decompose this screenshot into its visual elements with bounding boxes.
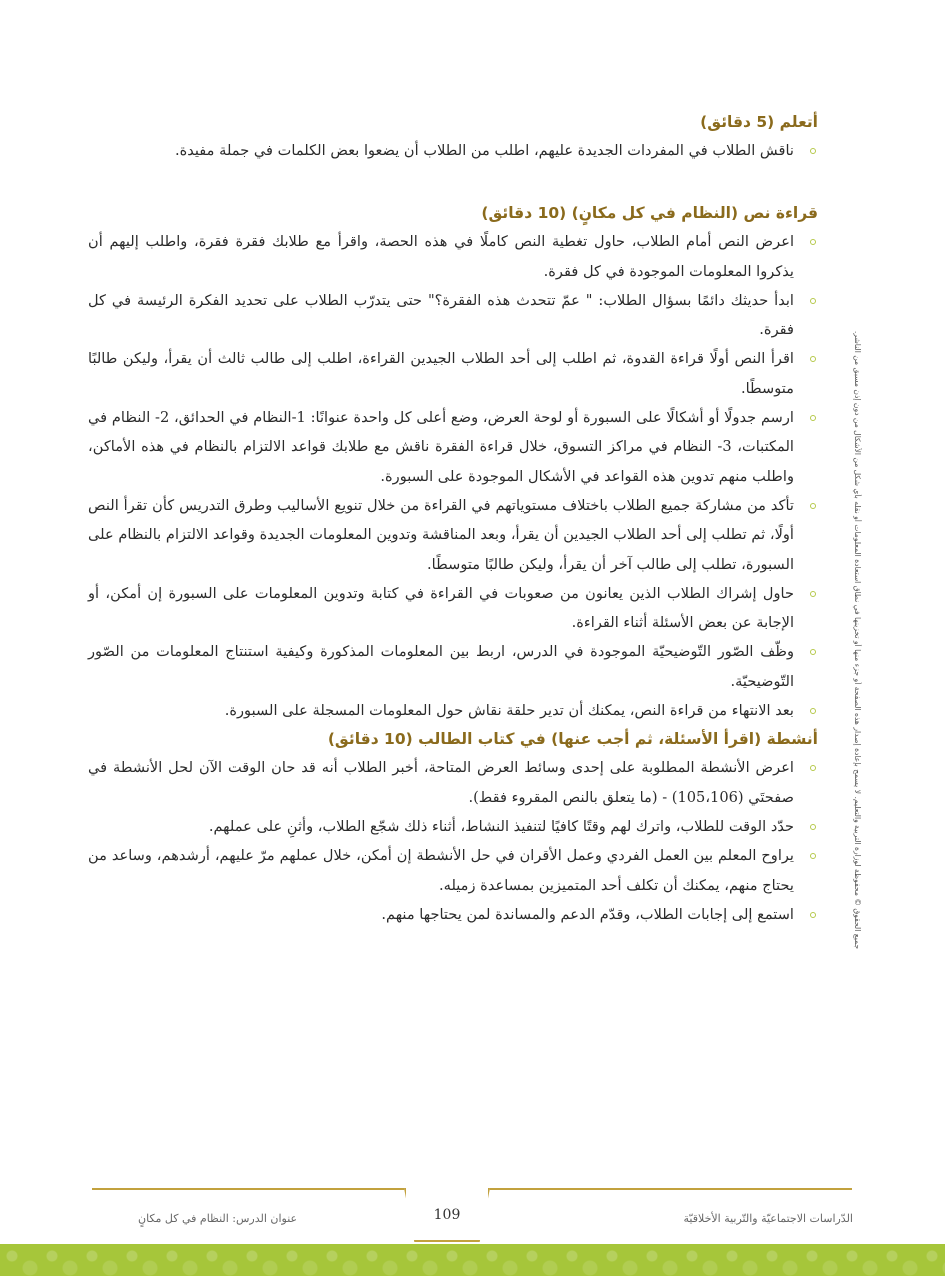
bullet-circle-icon [810, 649, 816, 655]
list-item: بعد الانتهاء من قراءة النص، يمكنك أن تدير حلقة نقاش حول المعلومات المسجلة على السبورة. [88, 696, 818, 725]
bullet-circle-icon [810, 853, 816, 859]
bullet-circle-icon [810, 415, 816, 421]
section-activities [88, 725, 818, 929]
bullet-circle-icon [810, 239, 816, 245]
list-item: اعرض النص أمام الطلاب، حاول تغطية النص كاملًا في هذه الحصة، واقرأ مع طلابك فقرة فقرة، واطلب إليهم أن يذكروا المعلومات الموجودة في كل فقرة. [88, 227, 818, 286]
list-item: اقرأ النص أولًا قراءة القدوة، ثم اطلب إلى أحد الطلاب الجيدين القراءة، اطلب إلى طالب ثالث أن يقرأ، وليكن طالبًا متوسطًا. [88, 344, 818, 403]
bullet-circle-icon [810, 912, 816, 918]
section-read [88, 199, 818, 725]
page-number: 109 [433, 1207, 461, 1223]
bullet-circle-icon [810, 708, 816, 714]
bullet-circle-icon [810, 591, 816, 597]
section-heading-read: قراءة نص (النظام في كل مكانٍ) (10 دقائق) [481, 204, 818, 223]
list-item: يراوح المعلم بين العمل الفردي وعمل الأقران في حل الأنشطة إن أمكن، خلال عملهم مرّ عليهم، أرشدهم، وساعد من يحتاج منهم، يمكنك أن تكلف أحد المتميزين بمساعدة زميله. [88, 841, 818, 900]
bullet-circle-icon [810, 503, 816, 509]
bullet-circle-icon [810, 765, 816, 771]
footer-lesson-title: عنوان الدرس: النظام في كل مكانٍ [138, 1212, 298, 1225]
copyright-side-note: جميع الحقوق © محفوظة لوزارة التربية والتعليم. لا يسمح بإعادة إصدار هذه الصفحة أو جزء منها أو تخزينها في نطاق استعادة المعلومات أو نقله بأي شكل من الأشكال من دون إذن مسبق من الناشر. [853, 330, 862, 950]
list-activities [88, 753, 818, 929]
list-learn [88, 136, 818, 165]
bullet-circle-icon [810, 824, 816, 830]
list-item: استمع إلى إجابات الطلاب، وقدّم الدعم والمساندة لمن يحتاجها منهم. [88, 900, 818, 929]
section-learn [88, 108, 818, 165]
bullet-circle-icon [810, 148, 816, 154]
list-read [88, 227, 818, 725]
list-item: وظّف الصّور التّوضيحيّة الموجودة في الدرس، اربط بين المعلومات المذكورة وكيفية استنتاج المعلومات من الصّور التّوضيحيّة. [88, 637, 818, 696]
bullet-circle-icon [810, 298, 816, 304]
list-item: تأكد من مشاركة جميع الطلاب باختلاف مستوياتهم في القراءة من خلال تنويع الأساليب وطرق التدريس كأن تقرأ النص أولًا، ثم تطلب إلى أحد الطلاب الجيدين أن يقرأ، وبعد المناقشة وتدوين المعلومات الجديدة وقواعد الالتزام بالنظام على السبورة، تطلب إلى طالب آخر أن يقرأ، وليكن طالبًا متوسطًا. [88, 491, 818, 579]
list-item: حاول إشراك الطلاب الذين يعانون من صعوبات في القراءة في كتابة وتدوين المعلومات على السبورة إن أمكن، أو الإجابة عن بعض الأسئلة أثناء القراءة. [88, 579, 818, 638]
section-heading-learn: أتعلم (5 دقائق) [700, 113, 818, 131]
footer-decorative-band [0, 1244, 945, 1276]
lesson-content [88, 108, 818, 929]
footer-book-title: الدّراسات الاجتماعيّة والتّربية الأخلاقيّة [683, 1212, 853, 1225]
bullet-circle-icon [810, 356, 816, 362]
section-heading-activities: أنشطة (اقرأ الأسئلة، ثم أجب عنها) في كتاب الطالب (10 دقائق) [327, 730, 818, 749]
list-item: ابدأ حديثك دائمًا بسؤال الطلاب: " عمّ تتحدث هذه الفقرة؟" حتى يتدرّب الطلاب على تحديد الفكرة الرئيسة في كل فقرة. [88, 286, 818, 345]
list-item: حدّد الوقت للطلاب، واترك لهم وقتًا كافيًا لتنفيذ النشاط، أثناء ذلك شجّع الطلاب، وأثنِ على عملهم. [88, 812, 818, 841]
list-item: ارسم جدولًا أو أشكالًا على السبورة أو لوحة العرض، وضع أعلى كل واحدة عنوانًا: 1-النظام في الحدائق، 2- النظام في المكتبات، 3- النظام في مراكز التسوق، خلال قراءة الفقرة ناقش مع طلابك قواعد الالتزام بالنظام في هذه الأماكن، واطلب منهم تدوين هذه القواعد في الأشكال الموجودة على السبورة. [88, 403, 818, 491]
list-item: اعرض الأنشطة المطلوبة على إحدى وسائط العرض المتاحة، أخبر الطلاب أنه قد حان الوقت الآن لحل الأنشطة في صفحتَي (105،106) - (ما يتعلق بالنص المقروء فقط). [88, 753, 818, 812]
list-item: ناقش الطلاب في المفردات الجديدة عليهم، اطلب من الطلاب أن يضعوا بعض الكلمات في جملة مفيدة. [88, 136, 818, 165]
